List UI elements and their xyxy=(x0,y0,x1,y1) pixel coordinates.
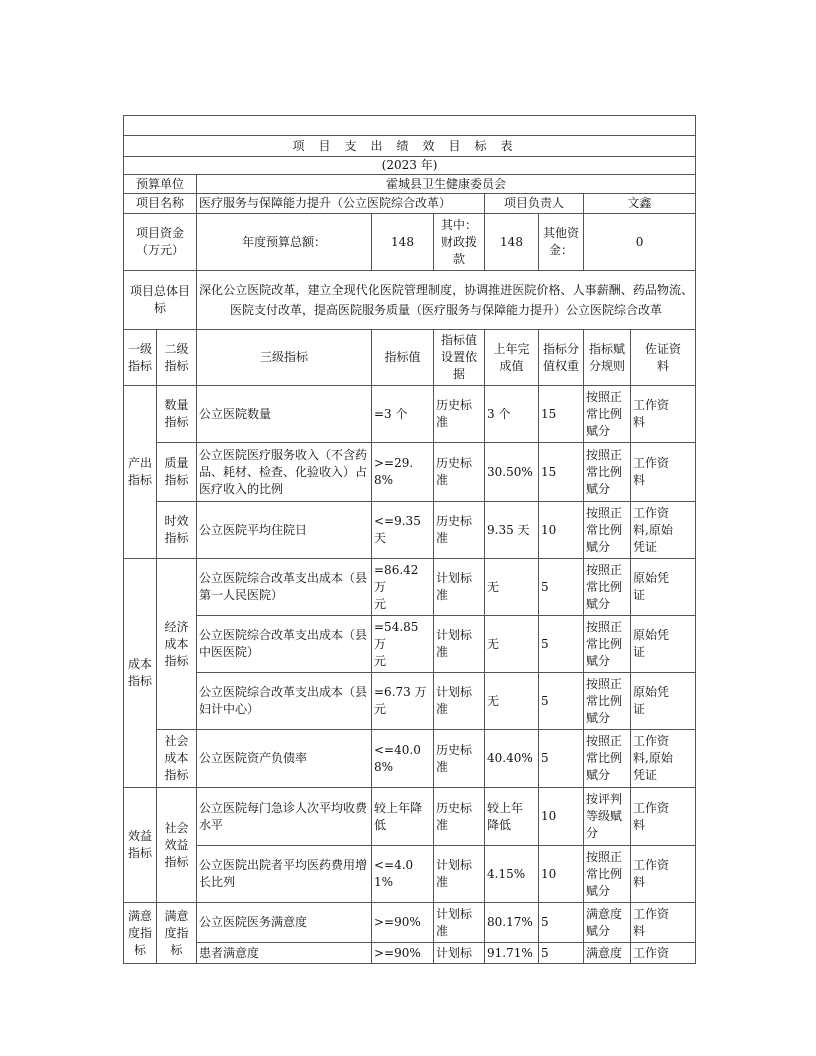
indicator-evidence: 原始凭 证 xyxy=(631,616,696,673)
indicator-rule: 满意度 xyxy=(584,943,631,964)
project-fund-label: 项目资金 （万元） xyxy=(124,214,197,271)
indicator-last-year: 80.17% xyxy=(485,903,539,943)
header-level2: 二级 指标 xyxy=(157,330,197,386)
indicator-name: 公立医院综合改革支出成本（县中医医院） xyxy=(197,616,372,673)
indicator-name: 公立医院每门急诊人次平均收费水平 xyxy=(197,788,372,846)
indicator-value: >=90% xyxy=(372,943,434,964)
indicator-basis: 计划标 准 xyxy=(434,673,485,730)
indicator-name: 患者满意度 xyxy=(197,943,372,964)
indicator-weight: 5 xyxy=(539,730,584,788)
subgroup-social-cost: 社会 成本 指标 xyxy=(157,730,197,788)
annual-budget-value: 148 xyxy=(372,214,434,271)
indicator-value: =54.85 万 元 xyxy=(372,616,434,673)
indicator-evidence: 原始凭 证 xyxy=(631,559,696,616)
indicator-evidence: 工作资 料 xyxy=(631,443,696,502)
table-title: 项目支出绩效目标表 xyxy=(124,136,696,157)
indicator-rule: 按照正 常比例 赋分 xyxy=(584,502,631,559)
performance-target-table xyxy=(123,115,696,964)
indicator-basis: 历史标 准 xyxy=(434,788,485,846)
indicator-weight: 15 xyxy=(539,386,584,443)
indicator-weight: 10 xyxy=(539,502,584,559)
indicator-rule: 满意度 赋分 xyxy=(584,903,631,943)
indicator-evidence: 工作资 料 xyxy=(631,788,696,846)
indicator-name: 公立医院数量 xyxy=(197,386,372,443)
indicator-last-year: 91.71% xyxy=(485,943,539,964)
subgroup-social-benefit: 社会 效益 指标 xyxy=(157,788,197,903)
indicator-value: >=29.8% xyxy=(372,443,434,502)
indicator-value: <=4.01% xyxy=(372,846,434,903)
indicator-weight: 5 xyxy=(539,673,584,730)
subgroup-quantity: 数量 指标 xyxy=(157,386,197,443)
other-funds-value: 0 xyxy=(584,214,696,271)
overall-goal-value: 深化公立医院改革，建立全现代化医院管理制度，协调推进医院价格、人事薪酬、药品物流、医院支付改革，提高医院服务质量（医疗服务与保障能力提升）公立医院综合改革 xyxy=(197,271,696,330)
header-basis: 指标值 设置依 据 xyxy=(434,330,485,386)
indicator-basis: 计划标 准 xyxy=(434,846,485,903)
indicator-last-year: 无 xyxy=(485,559,539,616)
header-level1: 一级 指标 xyxy=(124,330,157,386)
indicator-rule: 按照正 常比例 赋分 xyxy=(584,443,631,502)
indicator-weight: 5 xyxy=(539,559,584,616)
budget-unit-label: 预算单位 xyxy=(124,175,197,194)
subgroup-timeliness: 时效 指标 xyxy=(157,502,197,559)
indicator-value: =3 个 xyxy=(372,386,434,443)
project-name-value: 医疗服务与保障能力提升（公立医院综合改革） xyxy=(197,194,485,214)
indicator-value: <=40.08% xyxy=(372,730,434,788)
header-evidence: 佐证资 料 xyxy=(631,330,696,386)
fiscal-allocation-value: 148 xyxy=(485,214,539,271)
indicator-last-year: 无 xyxy=(485,673,539,730)
indicator-value: =86.42 万 元 xyxy=(372,559,434,616)
indicator-weight: 10 xyxy=(539,846,584,903)
group-cost: 成本 指标 xyxy=(124,559,157,788)
indicator-last-year: 9.35 天 xyxy=(485,502,539,559)
indicator-rule: 按照正 常比例 赋分 xyxy=(584,730,631,788)
indicator-last-year: 无 xyxy=(485,616,539,673)
indicator-rule: 按评判 等级赋 分 xyxy=(584,788,631,846)
indicator-weight: 10 xyxy=(539,788,584,846)
group-benefit: 效益 指标 xyxy=(124,788,157,903)
group-output: 产出 指标 xyxy=(124,386,157,559)
table-top-border-row xyxy=(124,116,696,136)
budget-unit-value: 霍城县卫生健康委员会 xyxy=(197,175,696,194)
indicator-basis: 计划标 准 xyxy=(434,616,485,673)
indicator-evidence: 工作资 料,原始 凭证 xyxy=(631,502,696,559)
indicator-basis: 计划标 xyxy=(434,943,485,964)
indicator-weight: 5 xyxy=(539,903,584,943)
indicator-name: 公立医院平均住院日 xyxy=(197,502,372,559)
other-funds-label: 其他资 金： xyxy=(539,214,584,271)
project-owner-label: 项目负责人 xyxy=(485,194,584,214)
indicator-name: 公立医院综合改革支出成本（县第一人民医院） xyxy=(197,559,372,616)
indicator-evidence: 工作资 料 xyxy=(631,903,696,943)
subgroup-economic-cost: 经济 成本 指标 xyxy=(157,559,197,730)
fiscal-allocation-label: 其中： 财政拨 款 xyxy=(434,214,485,271)
table-year: (2023 年) xyxy=(124,157,696,175)
group-satisfaction: 满意 度指 标 xyxy=(124,903,157,964)
overall-goal-label: 项目总体目 标 xyxy=(124,271,197,330)
subgroup-satisfaction: 满意 度指 标 xyxy=(157,903,197,964)
project-name-label: 项目名称 xyxy=(124,194,197,214)
indicator-last-year: 4.15% xyxy=(485,846,539,903)
indicator-rule: 按照正 常比例 赋分 xyxy=(584,846,631,903)
indicator-rule: 按照正 常比例 赋分 xyxy=(584,616,631,673)
indicator-last-year: 3 个 xyxy=(485,386,539,443)
indicator-evidence: 工作资 xyxy=(631,943,696,964)
indicator-value: 较上年降 低 xyxy=(372,788,434,846)
indicator-weight: 5 xyxy=(539,616,584,673)
indicator-value: <=9.35 天 xyxy=(372,502,434,559)
indicator-value: >=90% xyxy=(372,903,434,943)
header-level3: 三级指标 xyxy=(197,330,372,386)
header-value: 指标值 xyxy=(372,330,434,386)
indicator-basis: 计划标 准 xyxy=(434,903,485,943)
indicator-basis: 历史标 准 xyxy=(434,386,485,443)
indicator-rule: 按照正 常比例 赋分 xyxy=(584,673,631,730)
indicator-evidence: 工作资 料,原始 凭证 xyxy=(631,730,696,788)
indicator-rule: 按照正 常比例 赋分 xyxy=(584,386,631,443)
indicator-weight: 15 xyxy=(539,443,584,502)
indicator-evidence: 工作资 料 xyxy=(631,386,696,443)
indicator-basis: 历史标 准 xyxy=(434,502,485,559)
header-rule: 指标赋 分规则 xyxy=(584,330,631,386)
indicator-name: 公立医院资产负债率 xyxy=(197,730,372,788)
indicator-basis: 计划标 准 xyxy=(434,559,485,616)
subgroup-quality: 质量 指标 xyxy=(157,443,197,502)
indicator-evidence: 工作资 料 xyxy=(631,846,696,903)
indicator-basis: 历史标 准 xyxy=(434,443,485,502)
indicator-evidence: 原始凭 证 xyxy=(631,673,696,730)
indicator-last-year: 40.40% xyxy=(485,730,539,788)
indicator-basis: 历史标 准 xyxy=(434,730,485,788)
indicator-name: 公立医院医疗服务收入（不含药品、耗材、检查、化验收入）占医疗收入的比例 xyxy=(197,443,372,502)
header-last-year: 上年完 成值 xyxy=(485,330,539,386)
header-weight: 指标分 值权重 xyxy=(539,330,584,386)
indicator-name: 公立医院综合改革支出成本（县妇计中心） xyxy=(197,673,372,730)
project-owner-value: 文鑫 xyxy=(584,194,696,214)
indicator-weight: 5 xyxy=(539,943,584,964)
indicator-last-year: 30.50% xyxy=(485,443,539,502)
indicator-name: 公立医院医务满意度 xyxy=(197,903,372,943)
indicator-rule: 按照正 常比例 赋分 xyxy=(584,559,631,616)
indicator-last-year: 较上年 降低 xyxy=(485,788,539,846)
indicator-value: =6.73 万 元 xyxy=(372,673,434,730)
annual-budget-label: 年度预算总额： xyxy=(197,214,372,271)
indicator-name: 公立医院出院者平均医药费用增长比列 xyxy=(197,846,372,903)
